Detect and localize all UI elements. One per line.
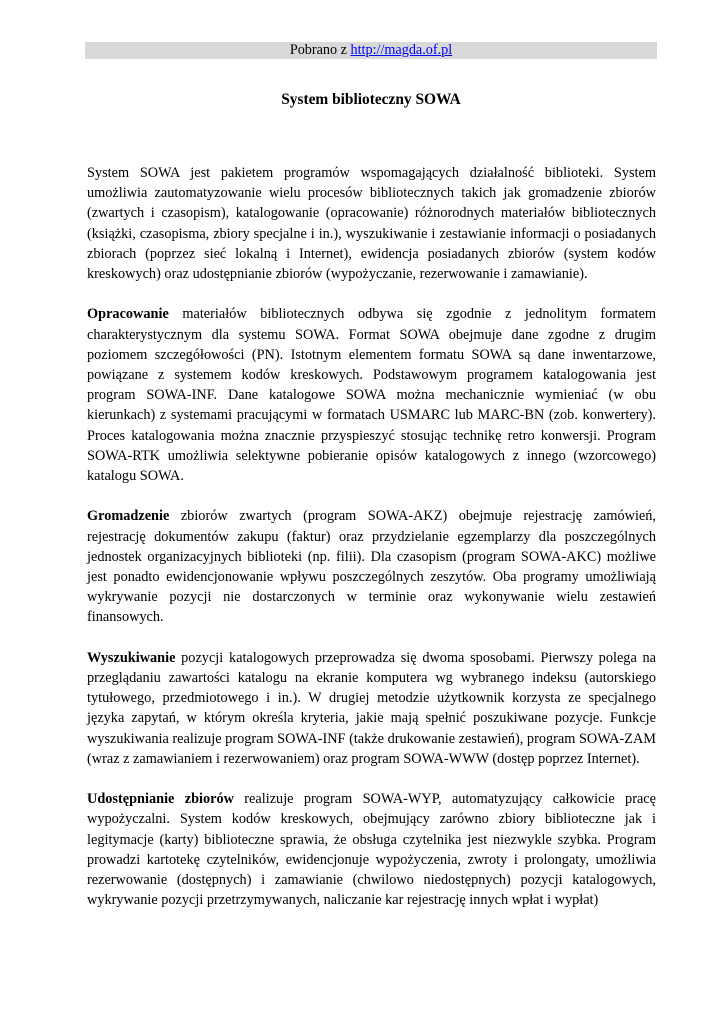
- paragraph-text: realizuje program SOWA-WYP, automatyzujący całkowicie pracę wypożyczalni. System kodów kreskowych, obejmujący zarówno zbiory biblioteczne jak i legitymacje (karty) biblioteczne sprawia, że obsługa czytelnika jest niezwykle szybka. Program prowadzi kartotekę czytelników, ewidencjonuje wypożyczenia, zwroty i prolongaty, umożliwia rezerwowanie (dostępnych) i zamawianie (chwilowo niedostępnych) pozycji katalogowych, wykrywanie pozycji przetrzymywanych, naliczanie kar rejestrację innych wpłat i wypłat): [87, 791, 657, 909]
- paragraph-lead: Gromadzenie: [87, 508, 170, 525]
- download-source-header: [85, 42, 657, 59]
- document-body: [87, 163, 656, 931]
- paragraph-lead: Wyszukiwanie: [87, 649, 176, 666]
- paragraph-text: materiałów bibliotecznych odbywa się zgodnie z jednolitym formatem charakterystycznym dla systemu SOWA. Format SOWA obejmuje dane zgodne z drugim poziomem szczegółowości (PN). Istotnym elementem formatu SOWA są dane inwentarzowe, powiązane z systemem kodów kreskowych. Podstawowym programem katalogowania jest program SOWA-INF. Dane katalogowe SOWA można mechanicznie wymieniać (w obu kierunkach) z systemami pracującymi w formatach USMARC lub MARC-BN (zob. konwertery). Proces katalogowania można znacznie przyspieszyć stosując technikę retro konwersji. Program SOWA-RTK umożliwia selektywne pobieranie opisów katalogowych z innego (wzorcowego) katalogu SOWA.: [87, 306, 656, 485]
- paragraph-udostepnianie: [87, 789, 656, 910]
- paragraph-text: pozycji katalogowych przeprowadza się dwoma sposobami. Pierwszy polega na przeglądaniu zawartości katalogu na ekranie komputera wg wybranego indeksu (autorskiego tytułowego, przedmiotowego i in.). W drugiej metodzie użytkownik korzysta ze specjalnego języka zapytań, w którym określa kryteria, jakie mają spełnić poszukiwane pozycje. Funkcje wyszukiwania realizuje program SOWA-INF (także drukowanie zestawień), program SOWA-ZAM (wraz z zamawianiem i rezerwowaniem) oraz program SOWA-WWW (dostęp poprzez Internet).: [87, 649, 656, 767]
- paragraph-lead: Udostępnianie zbiorów: [87, 791, 234, 808]
- document-title: System biblioteczny SOWA: [281, 91, 461, 108]
- source-link[interactable]: http://magda.of.pl: [350, 42, 453, 58]
- paragraph-text: System SOWA jest pakietem programów wspomagających działalność biblioteki. System umożliwia zautomatyzowanie wielu procesów bibliotecznych takich jak gromadzenie zbiorów (zwartych i czasopism), katalogowanie (opracowanie) różnorodnych materiałów bibliotecznych (książki, czasopisma, zbiory specjalne i in.), wyszukiwanie i zestawianie informacji o posiadanych zbiorach (poprzez sieć lokalną i Internet), ewidencja posiadanych zbiorów (system kodów kreskowych) oraz udostępnianie zbiorów (wypożyczanie, rezerwowanie i zamawianie).: [87, 165, 656, 283]
- header-prefix: Pobrano z: [289, 42, 351, 58]
- paragraph-lead: Opracowanie: [87, 306, 169, 323]
- paragraph-opracowanie: [87, 304, 656, 486]
- paragraph-text: zbiorów zwartych (program SOWA-AKZ) obejmuje rejestrację zamówień, rejestrację dokumentów zakupu (faktur) oraz przydzielanie egzemplarzy dla poszczególnych jednostek organizacyjnych biblioteki (np. filii). Dla czasopism (program SOWA-AKC) możliwe jest ponadto ewidencjonowanie wpływu poszczególnych zeszytów. Oba programy umożliwiają wykrywanie pozycji nie dostarczonych w terminie oraz wykonywanie wielu zestawień finansowych.: [87, 508, 656, 626]
- paragraph-wyszukiwanie: [87, 648, 656, 769]
- paragraph-intro: [87, 163, 656, 284]
- paragraph-gromadzenie: [87, 506, 656, 627]
